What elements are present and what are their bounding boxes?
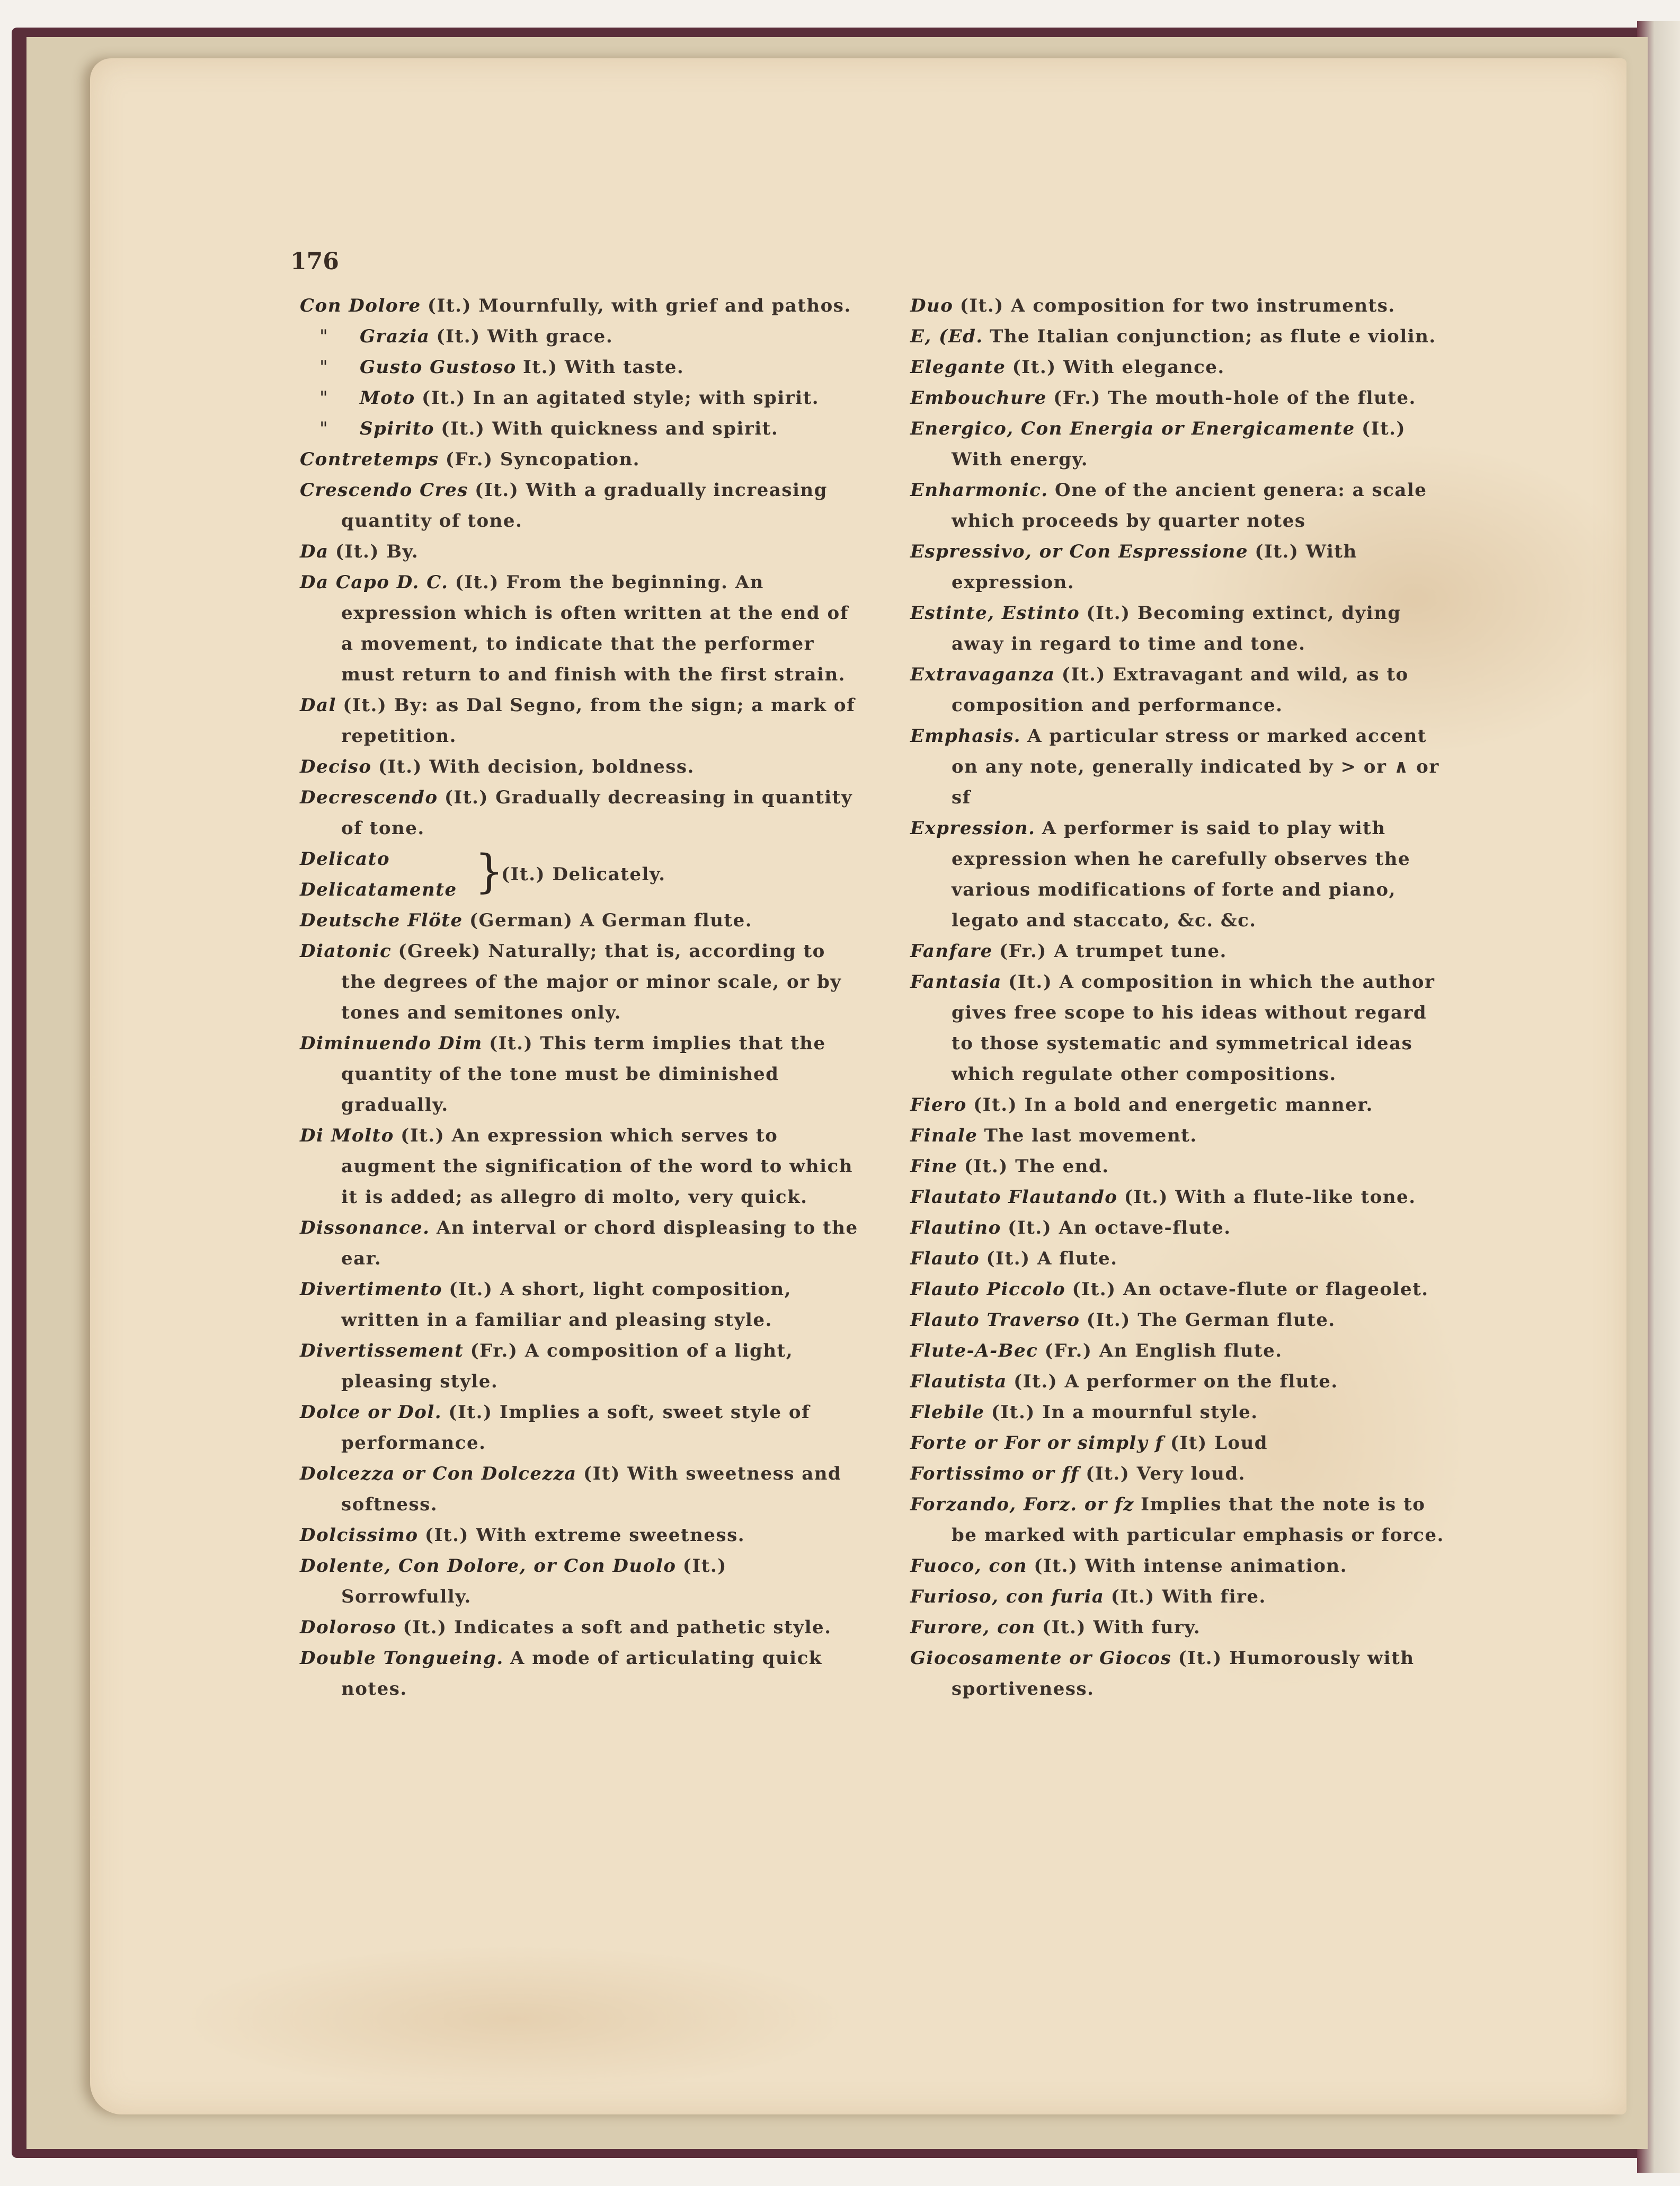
glossary-entry (910, 536, 1445, 598)
glossary-entry (300, 1551, 861, 1612)
glossary-entry (300, 1612, 861, 1643)
entry-term: Dolente, Con Dolore, or Con Duolo (300, 1555, 677, 1577)
entry-term: Crescendo Cres (300, 480, 468, 501)
glossary-entry (300, 1643, 861, 1704)
entry-definition: (It.) With extreme sweetness. (424, 1525, 745, 1546)
entry-definition: (It.) Humorously with sportiveness. (952, 1648, 1415, 1700)
entry-term: E, (Ed. (910, 326, 983, 347)
glossary-entry (300, 1335, 861, 1397)
entry-definition: (It.) In a mournful style. (991, 1402, 1258, 1423)
entry-term: Flauto Piccolo (910, 1279, 1066, 1300)
entry-term: Fortissimo or ff (910, 1463, 1079, 1484)
glossary-entry (910, 1182, 1445, 1213)
entry-definition: (It) Loud (1170, 1432, 1268, 1454)
entry-term: Flauto Traverso (910, 1309, 1080, 1331)
entry-term: Duo (910, 295, 954, 316)
entry-term: Extravaganza (910, 664, 1055, 685)
glossary-entry (910, 598, 1445, 659)
entry-definition: (It.) Sorrowfully. (341, 1555, 727, 1607)
entry-definition: (It.) With intense animation. (1034, 1555, 1347, 1577)
entry-term: Spirito (360, 418, 434, 439)
entry-definition: (Fr.) An English flute. (1044, 1340, 1283, 1361)
glossary-entry (300, 1028, 861, 1120)
entry-definition: (German) A German flute. (469, 910, 753, 931)
glossary-entry (910, 1120, 1445, 1151)
entry-definition: (It.) An expression which serves to augment the signification of the word to which it is added; as allegro di molto, very quick. (341, 1125, 853, 1208)
glossary-entry (910, 383, 1445, 413)
glossary-entry (300, 1274, 861, 1335)
entry-term: Flauto (910, 1248, 980, 1269)
entry-definition: (It.) With expression. (952, 541, 1357, 593)
glossary-entry (910, 1213, 1445, 1243)
entry-term: Diminuendo Dim (300, 1033, 483, 1054)
entry-definition: (It.) With decision, boldness. (378, 756, 695, 777)
glossary-entry (910, 1489, 1445, 1551)
entry-definition: (It.) An octave-flute. (1008, 1217, 1231, 1238)
entry-definition: (It.) A flute. (986, 1248, 1118, 1269)
entry-term: Dal (300, 695, 336, 716)
entry-definition: A mode of articulating quick notes. (341, 1648, 822, 1700)
entry-definition: (Fr.) The mouth-hole of the flute. (1053, 387, 1416, 409)
entry-term: Divertissement (300, 1340, 464, 1361)
entry-term: Double Tongueing. (300, 1648, 504, 1669)
glossary-entry (910, 1090, 1445, 1120)
glossary-entry (300, 1458, 861, 1520)
entry-definition: One of the ancient genera: a scale which proceeds by quarter notes (952, 480, 1427, 532)
glossary-entry (910, 1643, 1445, 1704)
entry-definition: (It.) Gradually decreasing in quantity of tone. (341, 787, 853, 839)
glossary-entry (910, 1243, 1445, 1274)
entry-term: Fuoco, con (910, 1555, 1028, 1577)
glossary-entry (910, 1458, 1445, 1489)
entry-definition: (It.) A composition for two instruments. (959, 295, 1395, 316)
entry-definition: (It.) This term implies that the quantity of the tone must be diminished gradually. (341, 1033, 826, 1116)
entry-definition: The last movement. (984, 1125, 1197, 1146)
entry-definition: (Fr.) A trumpet tune. (999, 941, 1227, 962)
left-column (300, 290, 861, 1704)
glossary-entry (300, 444, 861, 475)
page-number: 176 (290, 248, 339, 275)
entry-term: Estinte, Estinto (910, 603, 1080, 624)
entry-term: Divertimento (300, 1279, 443, 1300)
entry-definition: (Fr.) Syncopation. (445, 449, 640, 470)
entry-term: Contretemps (300, 449, 439, 470)
glossary-entry (300, 475, 861, 536)
entry-term: Decrescendo (300, 787, 438, 808)
entry-definition: (It.) Becoming extinct, dying away in regard to time and tone. (952, 603, 1401, 654)
entry-term: Fanfare (910, 941, 993, 962)
right-column (910, 290, 1445, 1704)
entry-definition: It.) With taste. (523, 357, 685, 378)
glossary-entry (910, 1612, 1445, 1643)
entry-definition: (It.) By. (335, 541, 419, 562)
entry-definition: (It.) A composition in which the author gives free scope to his ideas without regard to those systematic and symmetrical ideas which regulate other compositions. (952, 971, 1435, 1085)
entry-term: Delicatamente (300, 879, 457, 900)
glossary-entry (300, 567, 861, 690)
glossary-entry (300, 751, 861, 782)
entry-definition: (It.) A short, light composition, written in a familiar and pleasing style. (341, 1279, 792, 1331)
entry-term: Energico, Con Energia or Energicamente (910, 418, 1355, 439)
glossary-entry (910, 967, 1445, 1090)
entry-definition: (It.) In an agitated style; with spirit. (422, 387, 820, 409)
glossary-entry (300, 782, 861, 844)
entry-term: Giocosamente or Giocos (910, 1648, 1172, 1669)
entry-definition: (It.) Very loud. (1086, 1463, 1246, 1484)
entry-term: Fine (910, 1156, 958, 1177)
entry-definition: (It.) In a bold and energetic manner. (973, 1094, 1373, 1116)
entry-definition: (It.) With quickness and spirit. (441, 418, 779, 439)
entry-term: Moto (360, 387, 415, 409)
entry-definition: (Fr.) A composition of a light, pleasing style. (341, 1340, 794, 1392)
entry-definition: (It.) With fury. (1042, 1617, 1201, 1638)
glossary-entry (910, 413, 1445, 475)
entry-term: Furore, con (910, 1617, 1036, 1638)
entry-definition: (It.) With fire. (1110, 1586, 1266, 1607)
entry-term: Grazia (360, 326, 430, 347)
entry-definition: (It.) With grace. (436, 326, 614, 347)
ditto-mark: " (319, 326, 329, 347)
glossary-entry (300, 290, 861, 321)
entry-term: Enharmonic. (910, 480, 1048, 501)
entry-term: Doloroso (300, 1617, 397, 1638)
entry-term: Flautato Flautando (910, 1187, 1118, 1208)
entry-term: Elegante (910, 357, 1006, 378)
glossary-entry (910, 1581, 1445, 1612)
entry-term: Con Dolore (300, 295, 421, 316)
entry-term: Dolcezza or Con Dolcezza (300, 1463, 577, 1484)
entry-definition: Implies that the note is to be marked with particular emphasis or force. (952, 1494, 1444, 1546)
ditto-mark: " (319, 357, 329, 378)
entry-term: Espressivo, or Con Espressione (910, 541, 1249, 562)
glossary-entry (910, 475, 1445, 536)
entry-definition: (It.) With a gradually increasing quantity of tone. (341, 480, 828, 532)
entry-term: Expression. (910, 818, 1036, 839)
entry-term: Furioso, con furia (910, 1586, 1105, 1607)
glossary-entry (910, 659, 1445, 721)
entry-term: Deciso (300, 756, 372, 777)
entry-term: Dolcissimo (300, 1525, 419, 1546)
entry-term: Flute-A-Bec (910, 1340, 1038, 1361)
entry-term: Gusto Gustoso (360, 357, 517, 378)
ditto-mark: " (319, 418, 329, 439)
entry-definition: (It.) A performer on the flute. (1014, 1371, 1338, 1392)
glossary-entry (910, 352, 1445, 383)
glossary-entry (910, 1551, 1445, 1581)
entry-term: Di Molto (300, 1125, 394, 1146)
entry-term: Fantasia (910, 971, 1002, 993)
entry-term: Emphasis. (910, 725, 1021, 747)
entry-term: Flautino (910, 1217, 1001, 1238)
glossary-entry (300, 1120, 861, 1213)
entry-definition: An interval or chord displeasing to the ear. (341, 1217, 858, 1269)
glossary-entry (910, 1305, 1445, 1335)
entry-definition: (It.) Mournfully, with grief and pathos. (427, 295, 851, 316)
entry-term: Fiero (910, 1094, 967, 1116)
glossary-entry (300, 352, 861, 383)
entry-definition: (It.) The end. (964, 1156, 1109, 1177)
entry-term: Da (300, 541, 329, 562)
entry-definition: (It.) Extravagant and wild, as to composition and performance. (952, 664, 1409, 716)
entry-definition: (It.) By: as Dal Segno, from the sign; a mark of repetition. (341, 695, 856, 747)
glossary-entry (910, 936, 1445, 967)
entry-term: Diatonic (300, 941, 392, 962)
entry-term: Delicato (300, 848, 390, 870)
glossary-entry (910, 1274, 1445, 1305)
entry-definition: (It.) With energy. (952, 418, 1406, 470)
glossary-entry (300, 413, 861, 444)
entry-term: Flautista (910, 1371, 1007, 1392)
entry-definition: (It.) The German flute. (1086, 1309, 1336, 1331)
glossary-entry (300, 1397, 861, 1458)
glossary-entry (300, 936, 861, 1028)
entry-definition: (It.) From the beginning. An expression which is often written at the end of a movement, to indicate that the performer must return to and finish with the first strain. (341, 572, 849, 685)
glossary-entry (910, 721, 1445, 813)
entry-term: Forte or For or simply f (910, 1432, 1164, 1454)
entry-definition: (It.) Indicates a soft and pathetic style. (403, 1617, 832, 1638)
entry-definition: A particular stress or marked accent on any note, generally indicated by > or ∧ or sf (952, 725, 1439, 808)
entry-definition: (It.) An octave-flute or flageolet. (1072, 1279, 1429, 1300)
glossary-entry (910, 321, 1445, 352)
brace-mark: } (475, 845, 504, 898)
entry-definition: (It.) Implies a soft, sweet style of performance. (341, 1402, 811, 1454)
entry-term: Forzando, Forz. or fz (910, 1494, 1134, 1515)
entry-definition: (It) With sweetness and softness. (341, 1463, 842, 1515)
glossary-entry (910, 813, 1445, 936)
glossary-entry (910, 290, 1445, 321)
entry-definition: A performer is said to play with expression when he carefully observes the various modifications of forte and piano, legato and staccato, &c. &c. (952, 818, 1411, 931)
glossary-entry (300, 1213, 861, 1274)
entry-definition: (It.) With elegance. (1012, 357, 1225, 378)
glossary-entry (300, 1520, 861, 1551)
glossary-entry (300, 905, 861, 936)
glossary-entry (910, 1428, 1445, 1458)
glossary-entry (300, 321, 861, 352)
glossary-entry (910, 1397, 1445, 1428)
glossary-entry (300, 383, 861, 413)
entry-term: Finale (910, 1125, 978, 1146)
entry-term: Flebile (910, 1402, 985, 1423)
glossary-entry (910, 1151, 1445, 1182)
glossary-entry (910, 1366, 1445, 1397)
entry-term: Embouchure (910, 387, 1047, 409)
entry-definition: (It.) With a flute-like tone. (1124, 1187, 1416, 1208)
entry-term: Dolce or Dol. (300, 1402, 442, 1423)
entry-definition: The Italian conjunction; as flute e violin. (990, 326, 1436, 347)
entry-term: Deutsche Flöte (300, 910, 463, 931)
glossary-entry (300, 690, 861, 751)
glossary-entry (300, 536, 861, 567)
ditto-mark: " (319, 387, 329, 409)
entry-term: Da Capo D. C. (300, 572, 449, 593)
entry-term: Dissonance. (300, 1217, 430, 1238)
glossary-entry (300, 844, 861, 905)
entry-definition: (It.) Delicately. (501, 864, 666, 885)
glossary-entry (910, 1335, 1445, 1366)
entry-definition: (Greek) Naturally; that is, according to the degrees of the major or minor scale, or by tones and semitones only. (341, 941, 842, 1023)
